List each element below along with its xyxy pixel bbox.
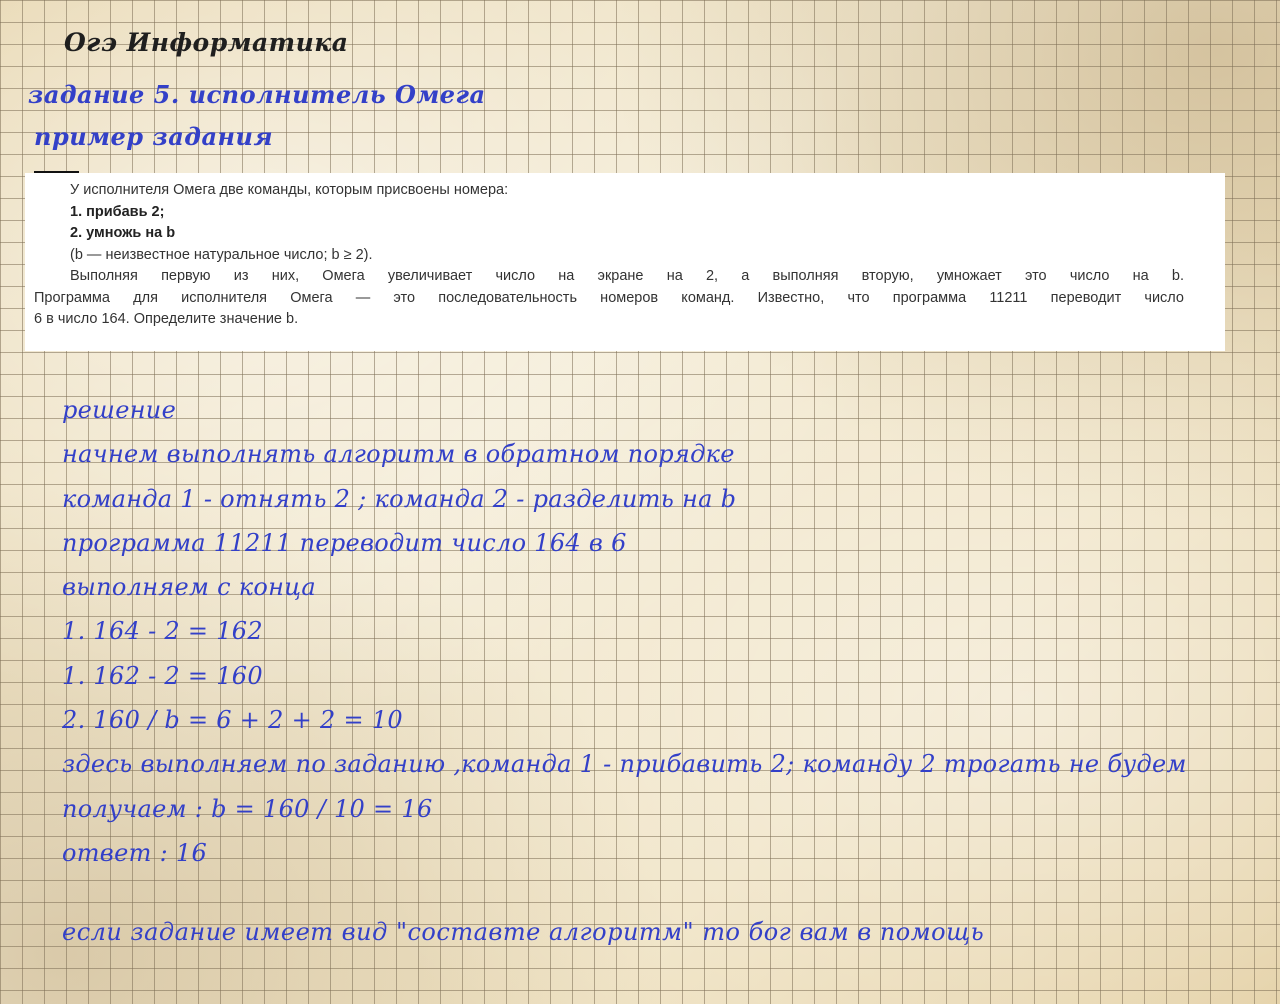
task-card	[25, 173, 1225, 351]
task-description-line: 6 в число 164. Определите значение b.	[34, 311, 299, 327]
solution-list	[62, 388, 1187, 875]
solution-result: получаем : b = 160 / 10 = 16	[62, 794, 433, 823]
solution-answer: ответ : 16	[62, 838, 208, 867]
task-note: (b — неизвестное натуральное число; b ≥ 2).	[70, 246, 373, 263]
solution-line: здесь выполняем по заданию ,команда 1 - прибавить 2; команду 2 трогать не будем	[62, 750, 1187, 779]
solution-line: выполняем с конца	[62, 573, 316, 602]
task-description-line: Выполняя первую из них, Омега увеличивает число на экране на 2, а выполняя вторую, умножает это число на b.	[70, 268, 1184, 284]
solution-step: 1. 162 - 2 = 160	[62, 661, 263, 690]
solution-line: решение	[62, 396, 177, 424]
task-command-2: 2. умножь на b	[70, 225, 176, 241]
solution-line: команда 1 - отнять 2 ; команда 2 - разделить на b	[62, 484, 737, 513]
page-title: Огэ Информатика	[64, 28, 349, 57]
task-text-block	[34, 180, 1184, 331]
example-label: пример задания	[34, 122, 274, 151]
footer-note: если задание имеет вид "составте алгоритм" то бог вам в помощь	[62, 918, 985, 946]
task-description-line: Программа для исполнителя Омега — это последовательность номеров команд. Известно, что программа 11211 переводит число	[34, 289, 1184, 306]
task-intro: У исполнителя Омега две команды, которым присвоены номера:	[70, 182, 509, 198]
task-command-1: 1. прибавь 2;	[70, 203, 165, 220]
solution-step: 2. 160 / b = 6 + 2 + 2 = 10	[62, 706, 403, 735]
solution-line: начнем выполнять алгоритм в обратном порядке	[62, 440, 735, 469]
task-heading: задание 5. исполнитель Омега	[28, 80, 486, 109]
solution-line: программа 11211 переводит число 164 в 6	[62, 528, 627, 557]
solution-step: 1. 164 - 2 = 162	[62, 617, 263, 646]
